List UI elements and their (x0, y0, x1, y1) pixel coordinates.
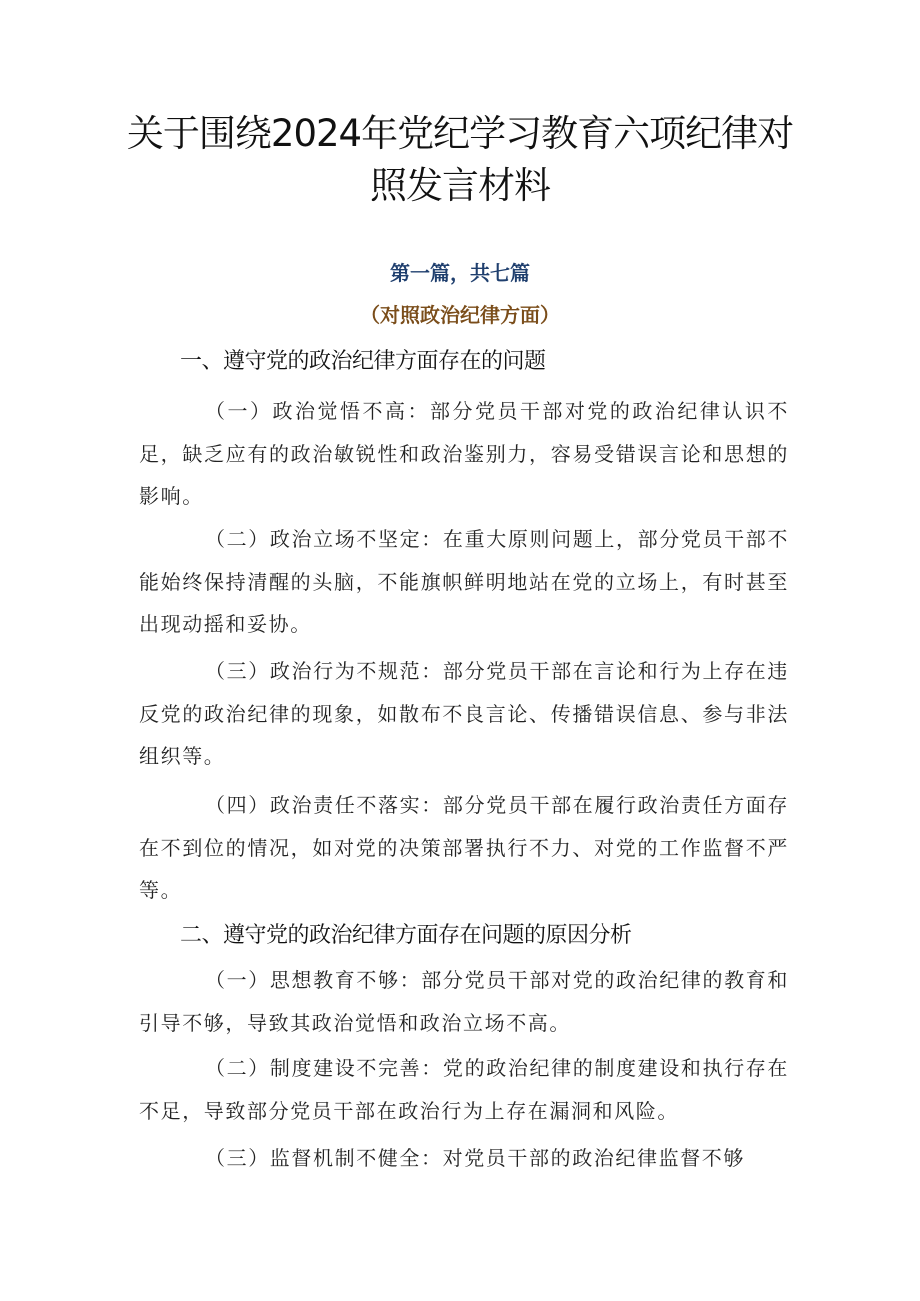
paragraph: （二）制度建设不完善：党的政治纪律的制度建设和执行存在不足，导致部分党员干部在政治行为上存在漏洞和风险。 (139, 1056, 789, 1123)
document-title: 关于围绕2024年党纪学习教育六项纪律对照发言材料 (126, 112, 794, 207)
paragraph: （三）政治行为不规范：部分党员干部在言论和行为上存在违反党的政治纪律的现象，如散布不良言论、传播错误信息、参与非法组织等。 (139, 659, 789, 768)
paragraph: （二）政治立场不坚定：在重大原则问题上，部分党员干部不能始终保持清醒的头脑，不能旗帜鲜明地站在党的立场上，有时甚至出现动摇和妥协。 (139, 527, 789, 636)
paragraph: （一）思想教育不够：部分党员干部对党的政治纪律的教育和引导不够，导致其政治觉悟和政治立场不高。 (139, 968, 789, 1035)
section-heading: 二、遵守党的政治纪律方面存在问题的原因分析 (180, 923, 632, 948)
paragraph: （四）政治责任不落实：部分党员干部在履行政治责任方面存在不到位的情况，如对党的决策部署执行不力、对党的工作监督不严等。 (139, 793, 789, 902)
section-heading: 一、遵守党的政治纪律方面存在的问题 (180, 349, 546, 374)
paragraph: （一）政治觉悟不高：部分党员干部对党的政治纪律认识不足，缺乏应有的政治敏锐性和政治鉴别力，容易受错误言论和思想的影响。 (139, 399, 789, 508)
part-label: 第一篇，共七篇 (390, 261, 530, 285)
paragraph: （三）监督机制不健全：对党员干部的政治纪律监督不够 (205, 1146, 745, 1170)
aspect-label: （对照政治纪律方面） (360, 303, 560, 327)
